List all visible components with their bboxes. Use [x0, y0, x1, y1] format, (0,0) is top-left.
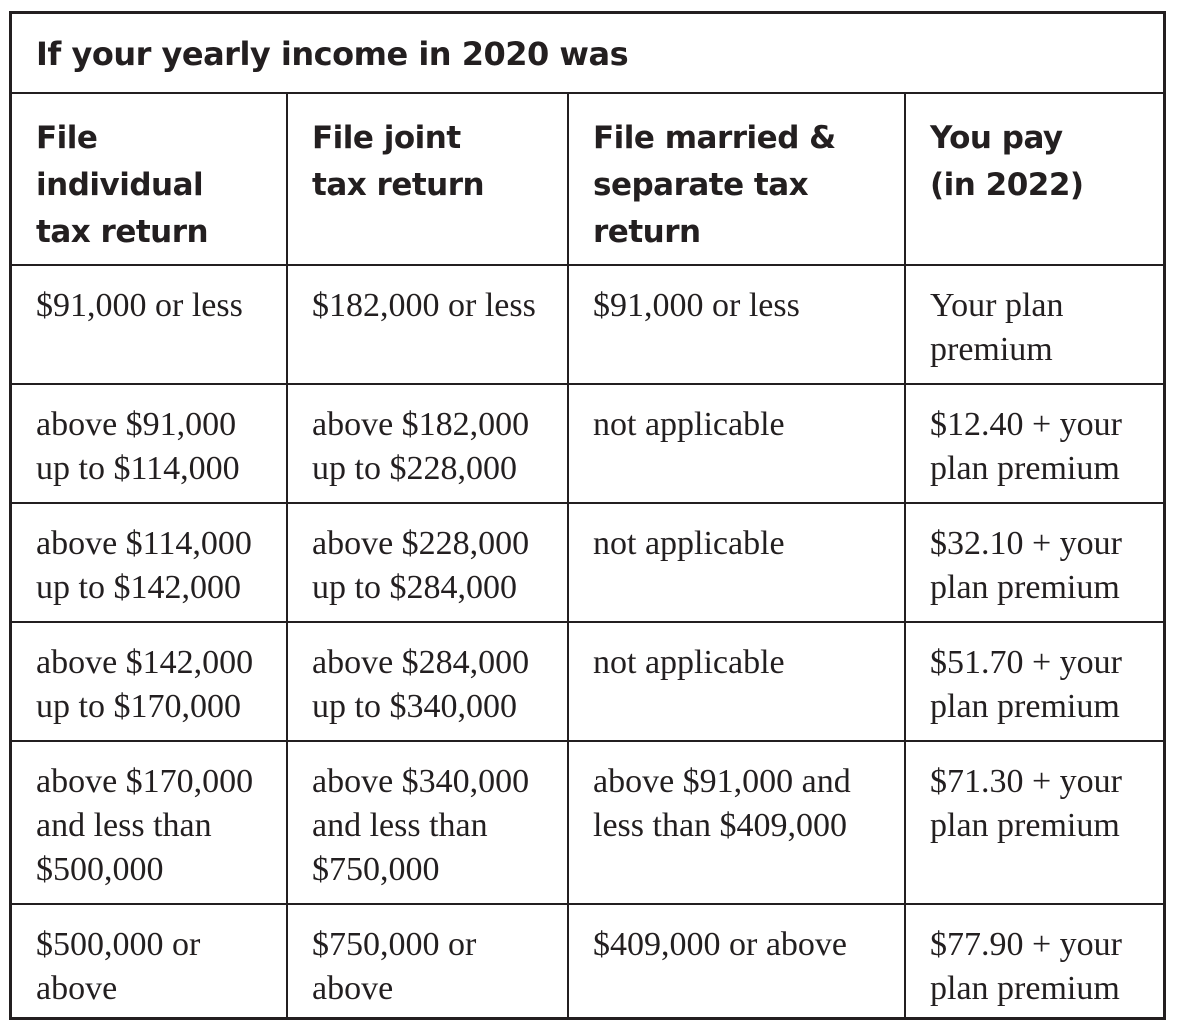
table-caption-cell — [12, 14, 1163, 93]
header-cell — [12, 93, 287, 265]
table-caption: If your yearly income in 2020 was — [36, 35, 629, 73]
income-premium-table — [9, 11, 1166, 1020]
table-row — [12, 741, 1163, 904]
table-cell: above $170,000 and less than $500,000 — [12, 741, 287, 904]
table-cell: above $114,000 up to $142,000 — [12, 503, 287, 622]
header-cell — [568, 93, 905, 265]
table-cell: above $91,000 up to $114,000 — [12, 384, 287, 503]
caption-row — [12, 14, 1163, 93]
table-cell: above $284,000 up to $340,000 — [287, 622, 568, 741]
table-cell: $91,000 or less — [568, 265, 905, 384]
table-row — [12, 904, 1163, 1017]
table-row — [12, 384, 1163, 503]
table-row — [12, 622, 1163, 741]
header-row — [12, 93, 1163, 265]
table-cell: $71.30 + your plan premium — [905, 741, 1163, 904]
table-cell: not applicable — [568, 503, 905, 622]
table-cell: above $228,000 up to $284,000 — [287, 503, 568, 622]
header-you-pay: You pay (in 2022) — [930, 120, 1084, 203]
premium-table — [12, 14, 1163, 1017]
table-cell: above $182,000 up to $228,000 — [287, 384, 568, 503]
table-cell: $409,000 or above — [568, 904, 905, 1017]
table-cell: $32.10 + your plan premium — [905, 503, 1163, 622]
table-cell: not applicable — [568, 622, 905, 741]
table-cell: not applicable — [568, 384, 905, 503]
table-cell: $500,000 or above — [12, 904, 287, 1017]
header-cell — [287, 93, 568, 265]
header-married-separate: File married & separate tax return — [593, 120, 836, 250]
table-cell: Your plan premium — [905, 265, 1163, 384]
header-joint: File joint tax return — [312, 120, 485, 203]
table-row — [12, 503, 1163, 622]
table-cell: above $91,000 and less than $409,000 — [568, 741, 905, 904]
header-individual: File individual tax return — [36, 120, 209, 250]
table-cell: $182,000 or less — [287, 265, 568, 384]
table-cell: above $142,000 up to $170,000 — [12, 622, 287, 741]
table-cell: $91,000 or less — [12, 265, 287, 384]
table-row — [12, 265, 1163, 384]
table-cell: above $340,000 and less than $750,000 — [287, 741, 568, 904]
table-cell: $12.40 + your plan premium — [905, 384, 1163, 503]
table-cell: $750,000 or above — [287, 904, 568, 1017]
header-cell — [905, 93, 1163, 265]
table-cell: $51.70 + your plan premium — [905, 622, 1163, 741]
table-cell: $77.90 + your plan premium — [905, 904, 1163, 1017]
